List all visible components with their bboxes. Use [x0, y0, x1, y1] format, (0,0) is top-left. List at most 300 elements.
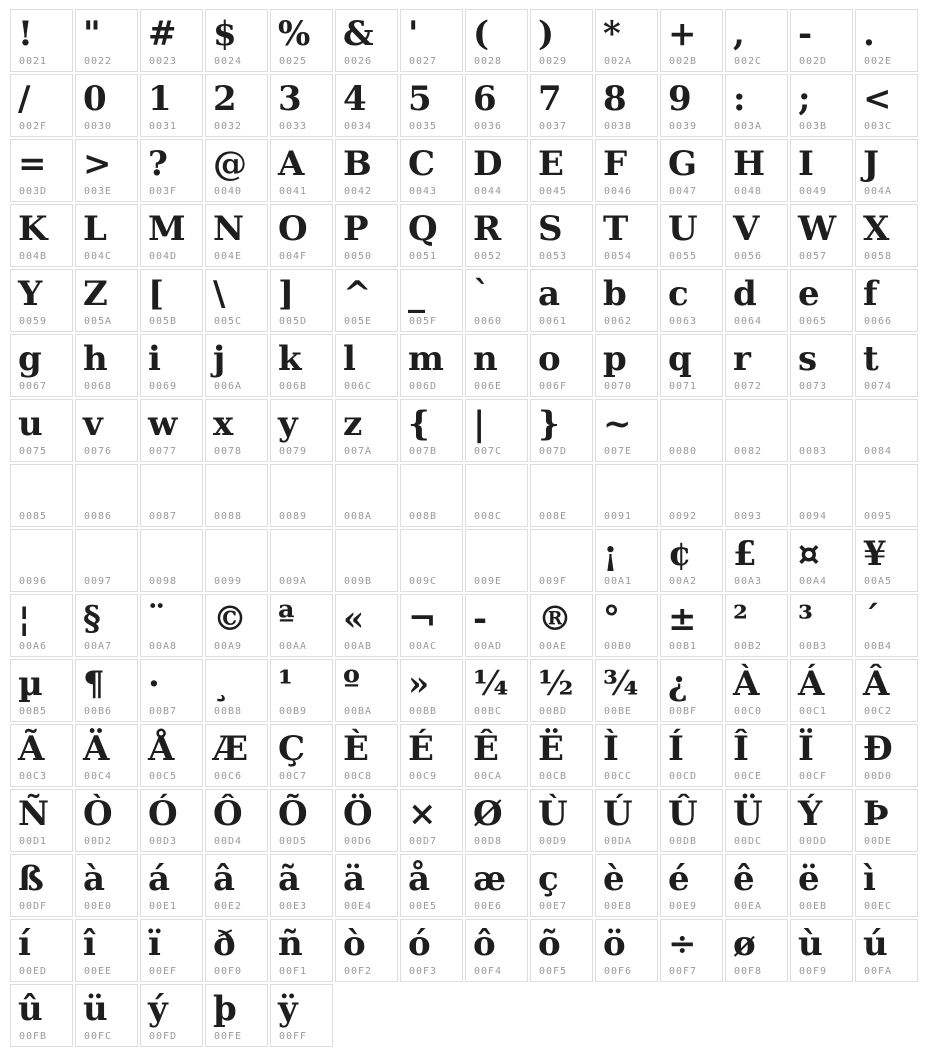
glyph-code: 0063 [669, 316, 698, 327]
glyph-cell[interactable] [400, 334, 463, 397]
glyph-cell[interactable] [790, 74, 853, 137]
glyph-cell[interactable] [140, 269, 203, 332]
glyph-cell[interactable] [660, 399, 723, 462]
glyph-cell[interactable] [140, 854, 203, 917]
glyph-cell[interactable] [205, 724, 268, 787]
glyph: ï [148, 924, 161, 964]
glyph-cell[interactable] [270, 334, 333, 397]
glyph-cell[interactable] [790, 724, 853, 787]
glyph-code: 00CB [539, 771, 568, 782]
glyph-code: 00E6 [474, 901, 503, 912]
glyph-code: 0032 [214, 121, 243, 132]
glyph: à [83, 859, 106, 899]
glyph-cell[interactable] [530, 204, 593, 267]
glyph-code: 0082 [734, 446, 763, 457]
glyph-cell[interactable] [595, 204, 658, 267]
glyph-cell[interactable] [205, 139, 268, 202]
glyph-code: 0059 [19, 316, 48, 327]
glyph-cell[interactable] [465, 789, 528, 852]
glyph-cell[interactable] [270, 74, 333, 137]
glyph-cell[interactable] [465, 9, 528, 72]
glyph: ß [18, 859, 44, 899]
glyph-cell[interactable] [465, 919, 528, 982]
glyph-cell[interactable] [855, 659, 918, 722]
glyph-cell[interactable] [205, 9, 268, 72]
glyph-cell[interactable] [725, 139, 788, 202]
glyph-cell[interactable] [75, 399, 138, 462]
glyph-cell[interactable] [10, 464, 73, 527]
glyph-cell[interactable] [660, 919, 723, 982]
glyph-code: 003C [864, 121, 893, 132]
glyph-cell[interactable] [270, 9, 333, 72]
glyph-cell[interactable] [595, 464, 658, 527]
glyph-cell[interactable] [855, 74, 918, 137]
glyph-code: 00B8 [214, 706, 243, 717]
glyph-code: 00D3 [149, 836, 178, 847]
glyph-cell[interactable] [205, 74, 268, 137]
glyph-cell[interactable] [725, 854, 788, 917]
glyph-cell[interactable] [335, 139, 398, 202]
glyph-cell[interactable] [855, 334, 918, 397]
glyph-cell[interactable] [75, 529, 138, 592]
glyph: C [408, 144, 436, 184]
glyph: ô [473, 924, 496, 964]
glyph-code: 0092 [669, 511, 698, 522]
glyph-code: 0094 [799, 511, 828, 522]
glyph-cell[interactable] [790, 399, 853, 462]
glyph [141, 530, 202, 533]
glyph-cell[interactable] [335, 334, 398, 397]
glyph-cell[interactable] [140, 204, 203, 267]
glyph-cell[interactable] [855, 139, 918, 202]
glyph-cell[interactable] [10, 789, 73, 852]
glyph-code: 0031 [149, 121, 178, 132]
glyph-cell[interactable] [855, 789, 918, 852]
glyph: O [278, 209, 308, 249]
glyph-cell[interactable] [270, 139, 333, 202]
glyph-cell[interactable] [335, 9, 398, 72]
glyph-cell[interactable] [75, 139, 138, 202]
glyph-cell[interactable] [660, 334, 723, 397]
glyph-cell[interactable] [660, 789, 723, 852]
glyph-code: 00D2 [84, 836, 113, 847]
glyph-cell[interactable] [335, 464, 398, 527]
glyph-cell[interactable] [790, 269, 853, 332]
glyph-code: 008A [344, 511, 373, 522]
glyph-code: 00FA [864, 966, 893, 977]
glyph: õ [538, 924, 561, 964]
glyph-cell[interactable] [790, 919, 853, 982]
glyph-cell[interactable] [725, 399, 788, 462]
glyph-cell[interactable] [595, 334, 658, 397]
glyph-cell[interactable] [855, 9, 918, 72]
glyph-cell[interactable] [660, 269, 723, 332]
glyph: u [18, 404, 43, 444]
glyph-cell[interactable] [790, 594, 853, 657]
glyph-code: 00A6 [19, 641, 48, 652]
glyph-cell[interactable] [400, 74, 463, 137]
glyph-code: 0043 [409, 186, 438, 197]
glyph-cell[interactable] [530, 854, 593, 917]
glyph-cell[interactable] [790, 529, 853, 592]
glyph-cell[interactable] [10, 139, 73, 202]
glyph-cell[interactable] [400, 659, 463, 722]
glyph-code: 0098 [149, 576, 178, 587]
glyph-code: 0022 [84, 56, 113, 67]
glyph-cell[interactable] [270, 269, 333, 332]
glyph-cell[interactable] [790, 789, 853, 852]
glyph-cell[interactable] [790, 9, 853, 72]
glyph-cell[interactable] [855, 464, 918, 527]
glyph-cell[interactable] [10, 984, 73, 1047]
glyph-cell[interactable] [205, 529, 268, 592]
glyph-cell[interactable] [205, 399, 268, 462]
glyph-cell[interactable] [725, 204, 788, 267]
glyph-cell[interactable] [855, 399, 918, 462]
glyph-cell[interactable] [660, 139, 723, 202]
glyph: ¢ [668, 534, 692, 574]
glyph-cell[interactable] [75, 919, 138, 982]
glyph-cell[interactable] [465, 659, 528, 722]
glyph-cell[interactable] [465, 204, 528, 267]
glyph-cell[interactable] [595, 74, 658, 137]
glyph-cell[interactable] [465, 854, 528, 917]
glyph-cell[interactable] [400, 724, 463, 787]
glyph: # [148, 14, 177, 54]
glyph-cell[interactable] [10, 269, 73, 332]
glyph-cell[interactable] [530, 919, 593, 982]
glyph-code: 00CC [604, 771, 633, 782]
glyph-cell[interactable] [75, 464, 138, 527]
glyph-cell[interactable] [530, 594, 593, 657]
glyph-cell[interactable] [790, 659, 853, 722]
glyph-cell[interactable] [270, 464, 333, 527]
glyph-cell[interactable] [75, 984, 138, 1047]
glyph: : [733, 79, 746, 119]
glyph-cell[interactable] [725, 334, 788, 397]
glyph-code: 00C5 [149, 771, 178, 782]
glyph-cell[interactable] [205, 789, 268, 852]
glyph-cell[interactable] [75, 9, 138, 72]
glyph-cell[interactable] [855, 724, 918, 787]
glyph-cell[interactable] [855, 854, 918, 917]
glyph [531, 530, 592, 533]
glyph-cell[interactable] [140, 9, 203, 72]
glyph: Q [408, 209, 438, 249]
glyph-code: 0088 [214, 511, 243, 522]
glyph: ¶ [83, 664, 105, 704]
glyph-cell[interactable] [335, 529, 398, 592]
glyph-cell[interactable] [75, 659, 138, 722]
glyph-cell[interactable] [530, 789, 593, 852]
glyph-code: 00A7 [84, 641, 113, 652]
glyph-code: 0083 [799, 446, 828, 457]
glyph-cell[interactable] [10, 399, 73, 462]
glyph-code: 00BF [669, 706, 698, 717]
glyph-cell[interactable] [140, 659, 203, 722]
glyph-code: 004D [149, 251, 178, 262]
glyph: x [213, 404, 234, 444]
glyph-cell[interactable] [335, 399, 398, 462]
glyph-cell[interactable] [205, 919, 268, 982]
glyph-cell[interactable] [595, 9, 658, 72]
glyph-cell[interactable] [530, 269, 593, 332]
glyph-cell[interactable] [725, 789, 788, 852]
glyph-cell[interactable] [335, 724, 398, 787]
glyph-cell[interactable] [660, 594, 723, 657]
glyph-cell[interactable] [595, 919, 658, 982]
glyph-cell[interactable] [75, 594, 138, 657]
glyph-cell[interactable] [465, 269, 528, 332]
glyph-cell[interactable] [725, 919, 788, 982]
glyph [791, 400, 852, 403]
glyph-code: 00DC [734, 836, 763, 847]
glyph [726, 400, 787, 403]
glyph-code: 003A [734, 121, 763, 132]
glyph-cell[interactable] [855, 594, 918, 657]
glyph-code: 0047 [669, 186, 698, 197]
glyph-cell[interactable] [75, 269, 138, 332]
glyph-code: 0066 [864, 316, 893, 327]
glyph-cell[interactable] [270, 984, 333, 1047]
glyph-code: 0050 [344, 251, 373, 262]
glyph-cell[interactable] [595, 854, 658, 917]
glyph-cell[interactable] [465, 529, 528, 592]
glyph-cell[interactable] [400, 204, 463, 267]
glyph-code: 0030 [84, 121, 113, 132]
glyph-cell[interactable] [75, 724, 138, 787]
glyph-cell[interactable] [205, 854, 268, 917]
glyph-cell[interactable] [595, 139, 658, 202]
glyph-cell[interactable] [400, 399, 463, 462]
glyph-cell[interactable] [595, 529, 658, 592]
glyph-cell[interactable] [400, 919, 463, 982]
glyph-cell[interactable] [270, 529, 333, 592]
glyph-code: 00A3 [734, 576, 763, 587]
glyph-cell[interactable] [75, 854, 138, 917]
glyph-cell[interactable] [140, 464, 203, 527]
glyph-cell[interactable] [400, 854, 463, 917]
glyph-cell[interactable] [660, 659, 723, 722]
glyph-cell[interactable] [75, 74, 138, 137]
glyph-cell[interactable] [335, 854, 398, 917]
glyph-cell[interactable] [335, 269, 398, 332]
glyph-cell[interactable] [465, 724, 528, 787]
glyph-cell[interactable] [335, 204, 398, 267]
glyph-code: 0096 [19, 576, 48, 587]
glyph-cell[interactable] [855, 204, 918, 267]
glyph-cell[interactable] [140, 919, 203, 982]
glyph-cell[interactable] [660, 204, 723, 267]
glyph-cell[interactable] [530, 659, 593, 722]
glyph-cell[interactable] [530, 399, 593, 462]
glyph-code: 0079 [279, 446, 308, 457]
glyph-cell[interactable] [10, 529, 73, 592]
glyph-code: 00D4 [214, 836, 243, 847]
glyph-cell[interactable] [530, 529, 593, 592]
glyph: k [278, 339, 302, 379]
glyph-cell[interactable] [530, 9, 593, 72]
glyph: ¿ [668, 664, 688, 704]
glyph-cell[interactable] [10, 9, 73, 72]
glyph-code: 00DA [604, 836, 633, 847]
glyph-code: 00EE [84, 966, 113, 977]
glyph-cell[interactable] [530, 334, 593, 397]
glyph-cell[interactable] [725, 74, 788, 137]
glyph-cell[interactable] [660, 854, 723, 917]
glyph-cell[interactable] [725, 724, 788, 787]
glyph-cell[interactable] [10, 594, 73, 657]
glyph-cell[interactable] [335, 789, 398, 852]
glyph-cell[interactable] [400, 464, 463, 527]
glyph-cell[interactable] [855, 269, 918, 332]
glyph: ê [733, 859, 755, 899]
glyph: v [83, 404, 103, 444]
glyph-cell[interactable] [10, 659, 73, 722]
glyph-cell[interactable] [270, 919, 333, 982]
glyph-cell[interactable] [530, 464, 593, 527]
glyph-cell[interactable] [335, 919, 398, 982]
glyph-cell[interactable] [660, 74, 723, 137]
glyph: û [18, 989, 43, 1029]
glyph-cell[interactable] [140, 789, 203, 852]
glyph-cell[interactable] [270, 854, 333, 917]
glyph-cell[interactable] [205, 464, 268, 527]
glyph: q [668, 339, 692, 379]
glyph-cell[interactable] [790, 334, 853, 397]
glyph-cell[interactable] [530, 139, 593, 202]
glyph-cell[interactable] [465, 594, 528, 657]
glyph-cell[interactable] [465, 139, 528, 202]
glyph: J [863, 144, 880, 184]
glyph-cell[interactable] [270, 204, 333, 267]
glyph-cell[interactable] [595, 789, 658, 852]
glyph-cell[interactable] [595, 399, 658, 462]
glyph-cell[interactable] [140, 529, 203, 592]
glyph-cell[interactable] [270, 789, 333, 852]
glyph-code: 008B [409, 511, 438, 522]
glyph-cell[interactable] [660, 529, 723, 592]
glyph-cell[interactable] [10, 334, 73, 397]
glyph-cell[interactable] [140, 74, 203, 137]
glyph-cell[interactable] [400, 529, 463, 592]
glyph-cell[interactable] [790, 139, 853, 202]
glyph-code: 00A2 [669, 576, 698, 587]
glyph-cell[interactable] [530, 74, 593, 137]
glyph-code: 0084 [864, 446, 893, 457]
glyph-cell[interactable] [270, 659, 333, 722]
glyph-cell[interactable] [400, 139, 463, 202]
glyph-cell[interactable] [335, 74, 398, 137]
glyph-cell[interactable] [205, 594, 268, 657]
glyph-cell[interactable] [205, 659, 268, 722]
glyph-code: 0026 [344, 56, 373, 67]
glyph-cell[interactable] [465, 464, 528, 527]
glyph-cell[interactable] [205, 984, 268, 1047]
glyph-cell[interactable] [595, 659, 658, 722]
glyph-code: 00D8 [474, 836, 503, 847]
glyph-code: 0060 [474, 316, 503, 327]
glyph-cell[interactable] [400, 789, 463, 852]
glyph-cell[interactable] [660, 464, 723, 527]
glyph-cell[interactable] [10, 919, 73, 982]
glyph-cell[interactable] [725, 9, 788, 72]
glyph-cell[interactable] [530, 724, 593, 787]
glyph: l [343, 339, 356, 379]
glyph-cell[interactable] [400, 269, 463, 332]
glyph-cell[interactable] [140, 724, 203, 787]
glyph [466, 465, 527, 468]
glyph-cell[interactable] [140, 139, 203, 202]
glyph-cell[interactable] [595, 594, 658, 657]
glyph-cell[interactable] [855, 919, 918, 982]
glyph-cell[interactable] [400, 9, 463, 72]
glyph: c [668, 274, 689, 314]
glyph-code: 00CA [474, 771, 503, 782]
glyph-cell[interactable] [75, 334, 138, 397]
glyph: y [278, 404, 298, 444]
glyph-cell[interactable] [790, 854, 853, 917]
glyph: È [343, 729, 369, 769]
glyph-cell[interactable] [205, 334, 268, 397]
glyph: [ [148, 274, 165, 314]
glyph-cell[interactable] [725, 594, 788, 657]
glyph-cell[interactable] [335, 594, 398, 657]
glyph-cell[interactable] [725, 659, 788, 722]
glyph-cell[interactable] [10, 854, 73, 917]
glyph-cell[interactable] [725, 464, 788, 527]
glyph-cell[interactable] [465, 74, 528, 137]
glyph-cell[interactable] [140, 594, 203, 657]
glyph: S [538, 209, 563, 249]
glyph-cell[interactable] [270, 399, 333, 462]
glyph-cell[interactable] [725, 529, 788, 592]
glyph-cell[interactable] [595, 724, 658, 787]
glyph-code: 007C [474, 446, 503, 457]
glyph-code: 0042 [344, 186, 373, 197]
glyph-cell[interactable] [270, 594, 333, 657]
glyph-cell[interactable] [465, 399, 528, 462]
glyph-cell[interactable] [660, 9, 723, 72]
glyph-cell[interactable] [595, 269, 658, 332]
glyph-cell[interactable] [790, 464, 853, 527]
glyph-cell[interactable] [400, 594, 463, 657]
glyph-cell[interactable] [855, 529, 918, 592]
glyph-cell[interactable] [140, 399, 203, 462]
glyph-cell[interactable] [660, 724, 723, 787]
glyph-cell[interactable] [75, 789, 138, 852]
glyph-cell[interactable] [75, 204, 138, 267]
glyph-cell[interactable] [10, 74, 73, 137]
glyph-cell[interactable] [270, 724, 333, 787]
glyph: Ø [473, 794, 503, 834]
glyph: } [538, 404, 560, 444]
glyph-cell[interactable] [10, 204, 73, 267]
glyph-cell[interactable] [725, 269, 788, 332]
glyph-cell[interactable] [140, 984, 203, 1047]
glyph: n [473, 339, 498, 379]
glyph-cell[interactable] [205, 269, 268, 332]
glyph-code: 008E [539, 511, 568, 522]
glyph-code: 0085 [19, 511, 48, 522]
glyph-cell[interactable] [140, 334, 203, 397]
glyph: E [538, 144, 564, 184]
glyph-cell[interactable] [790, 204, 853, 267]
glyph-cell[interactable] [465, 334, 528, 397]
glyph-cell[interactable] [10, 724, 73, 787]
glyph-cell[interactable] [205, 204, 268, 267]
glyph-cell[interactable] [335, 659, 398, 722]
